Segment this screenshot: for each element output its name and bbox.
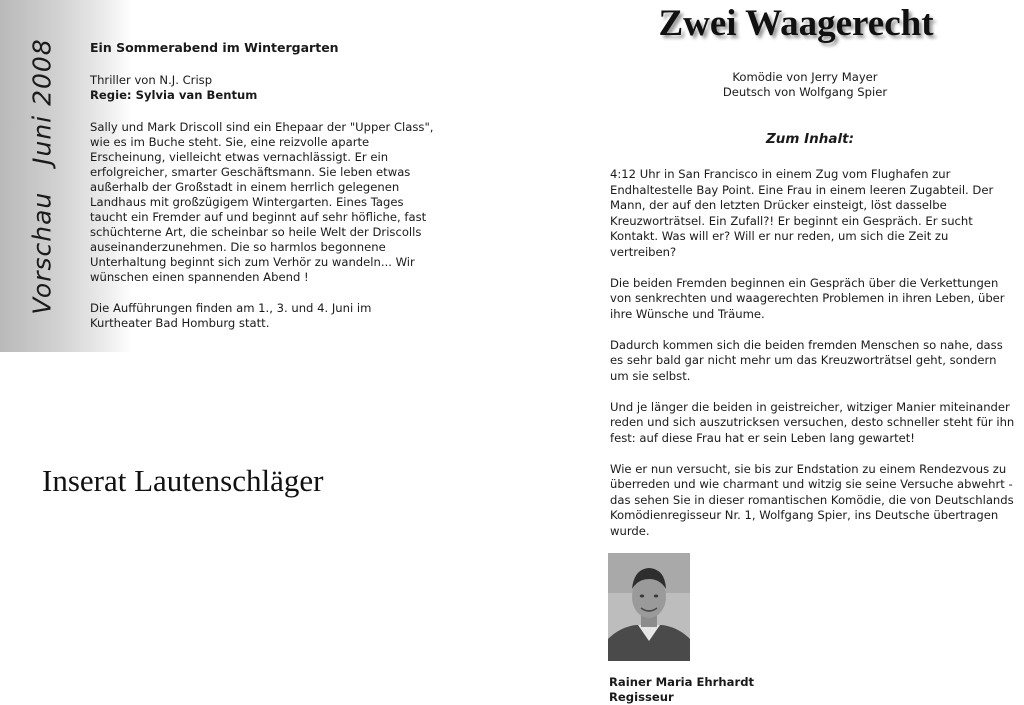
- photo-caption: [609, 675, 754, 705]
- director-portrait: [608, 553, 690, 661]
- article-paragraph: Wie er nun versucht, sie bis zur Endstation zu einem Rendezvous zu überreden und wie charmant und witzig sie seine Versuche abwehrt - das sehen Sie in dieser romantischen Komödie, die von Deutschlands Komödienregisseur Nr. 1, Wolfgang Spier, ins Deutsche übertragen wurde.: [610, 461, 1014, 538]
- play-title: Ein Sommerabend im Wintergarten: [90, 40, 339, 55]
- section-heading: Zum Inhalt:: [765, 131, 854, 147]
- page-title: Zwei Waagerecht: [658, 3, 934, 44]
- left-article: [90, 40, 435, 331]
- ad-placeholder: Inserat Lautenschläger: [42, 463, 324, 498]
- play-credits: [610, 70, 1000, 100]
- right-article: [610, 167, 1018, 555]
- article-paragraph: 4:12 Uhr in San Francisco in einem Zug vom Flughafen zur Endhaltestelle Bay Point. Eine Frau in einem leeren Zugabteil. Der Mann, der auf den letzten Drücker einsteigt, löst dasselbe Kreuzworträtsel. Ein Zufall?! Er beginnt ein Gespräch. Er sucht Kontakt. Was will er? Will er nur reden, um sich die Zeit zu vertreiben?: [610, 167, 994, 259]
- article-paragraph: Dadurch kommen sich die beiden fremden Menschen so nahe, dass es sehr bald gar nicht mehr um das Kreuzworträtsel geht, sondern um sie selbst.: [610, 337, 1003, 383]
- article-paragraph: Und je länger die beiden in geistreicher, witziger Manier miteinander reden und sich auszutricksen versuchen, desto schneller steht für ihn fest: auf diese Frau hat er sein Leben lang gewartet!: [610, 399, 1015, 445]
- vertical-title-text: Vorschau Juni 2008: [27, 37, 57, 315]
- portrait-image: [608, 553, 690, 661]
- translation-line: Deutsch von Wolfgang Spier: [722, 85, 888, 99]
- director-name: Rainer Maria Ehrhardt: [609, 675, 755, 689]
- director-role: Regisseur: [609, 690, 674, 704]
- credits: [90, 73, 435, 103]
- vertical-preview-heading: [0, 0, 84, 352]
- synopsis-paragraph: Sally und Mark Driscoll sind ein Ehepaar der "Upper Class", wie es im Buche steht. Sie, eine reizvolle aparte Erscheinung, vielleicht etwas vernachlässigt. Er ein erfolgreicher, smarter Geschäftsmann. Sie leben etwas außerhalb der Großstadt in einem herrlich gelegenen Landhaus mit großzügigem Wintergarten. Eines Tages taucht ein Fremder auf und beginnt auf sehr höfliche, fast schüchterne Art, die scheinbar so heile Welt der Driscolls auseinanderzunehmen. Die so harmlos begonnene Unterhaltung beginnt sich zum Verhör zu wandeln... Wir wünschen einen spannenden Abend !: [90, 120, 434, 284]
- genre-line: Komödie von Jerry Mayer: [732, 70, 878, 84]
- performances-paragraph: Die Aufführungen finden am 1., 3. und 4. Juni im Kurtheater Bad Homburg statt.: [90, 301, 372, 330]
- director-line: Regie: Sylvia van Bentum: [90, 88, 258, 102]
- author-line: Thriller von N.J. Crisp: [90, 73, 213, 87]
- article-paragraph: Die beiden Fremden beginnen ein Gespräch über die Verkettungen von senkrechten und waagerechten Problemen in ihren Leben, über ihre Wünsche und Träume.: [610, 275, 1005, 321]
